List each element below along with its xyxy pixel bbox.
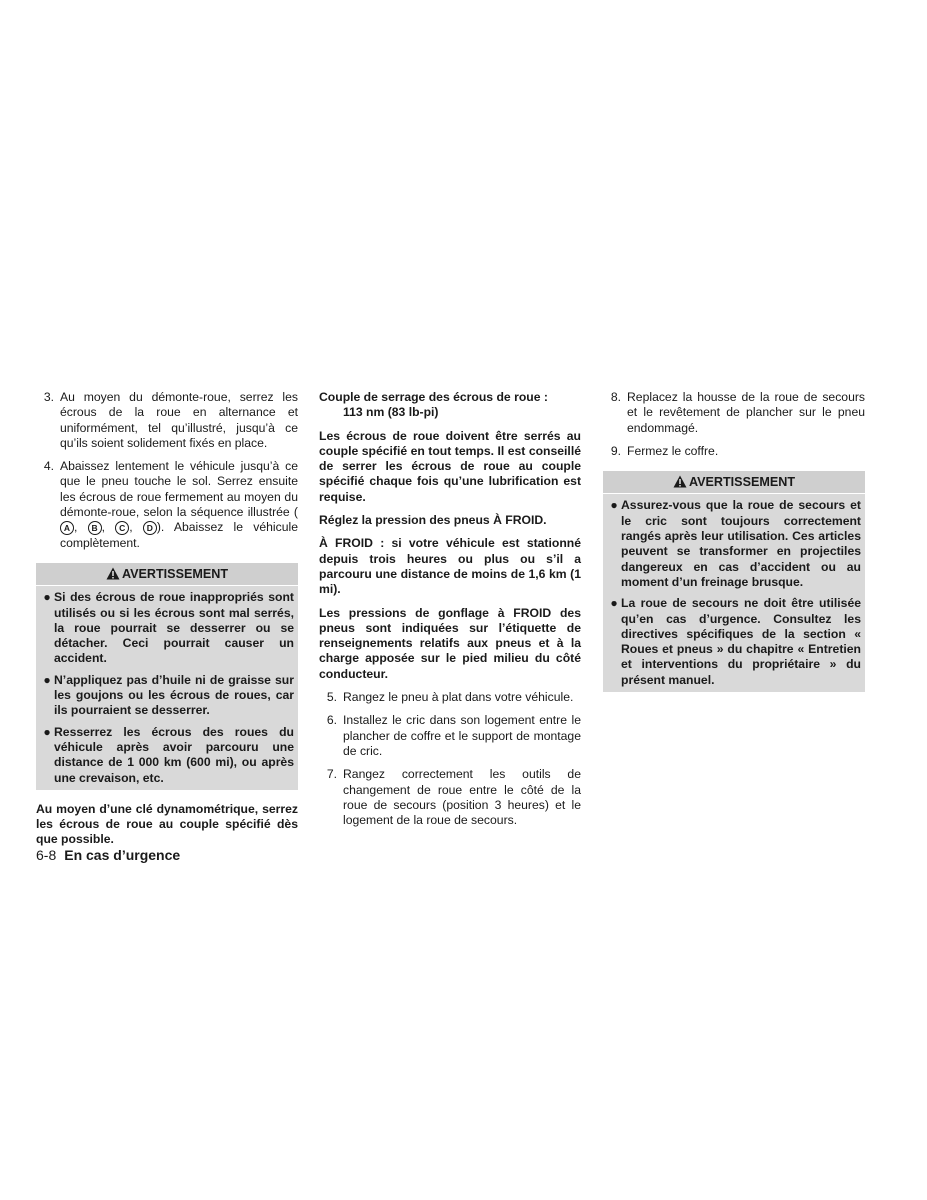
bullet-icon: ● [43,590,51,605]
paragraph-cold-definition: À FROID : si votre véhicule est stationné depuis trois heures ou plus ou s’il a parcouru une distance de moins de 1,6 km (1 mi). [319,536,581,597]
warning-item-text: N’appliquez pas d’huile ni de graisse sur les goujons ou les écrous de roues, car ils pourraient se desserrer. [54,672,294,718]
warning-box-right [603,471,865,692]
step-number: 6. [326,713,337,728]
step-4 [36,459,298,551]
warning-item [40,673,294,719]
warning-triangle-icon [106,567,120,580]
circled-letter-b: B [88,521,102,535]
step-5 [319,690,581,705]
warning-item-text: Si des écrous de roue inappropriés sont utilisés ou si les écrous sont mal serrés, la roue pourrait se desserrer ou se détacher. Ceci pourrait causer un accident. [54,590,294,666]
warning-item [607,596,861,688]
step-number: 3. [43,390,54,404]
bullet-icon: ● [43,672,51,687]
section-title: En cas d’urgence [64,847,181,863]
step-number: 5. [326,690,337,705]
step-text-part: Abaissez lentement le véhicule jusqu’à ce que le pneu touche le sol. Serrez ensuite les écrous de roue fermement au moyen du démonte-roue, selon la séquence illustrée ( [60,459,298,520]
page-footer [36,847,180,863]
warning-title: AVERTISSEMENT [121,566,229,581]
warning-triangle-icon [673,475,687,488]
step-text [60,459,298,551]
paragraph-pressure: Réglez la pression des pneus À FROID. [319,513,547,528]
column-right [603,390,865,704]
bullet-icon: ● [43,724,51,739]
warning-header [36,563,298,586]
step-8 [603,390,865,436]
warning-item [607,498,861,590]
step-text: Replacez la housse de la roue de secours et le revêtement de plancher sur le pneu endommagé. [627,390,865,435]
paragraph-torque: Les écrous de roue doivent être serrés au couple spécifié en tout temps. Il est conseillé de serrer les écrous de roue au couple spécifié chaque fois qu’une lubrification est requise. [319,428,581,504]
step-number: 8. [610,390,621,404]
column-left [36,390,298,856]
step-text-part: ). Abaissez le véhicule complètement. [60,520,298,550]
bullet-icon: ● [610,596,618,611]
step-7 [319,767,581,828]
torque-title: Couple de serrage des écrous de roue : [319,390,548,404]
closing-instruction: Au moyen d’une clé dynamométrique, serrez les écrous de roue au couple spécifié dès que possible. [36,801,298,847]
bullet-icon: ● [610,498,618,513]
warning-item-text: La roue de secours ne doit être utilisée qu’en cas d’urgence. Consultez les directives spécifiques de la section « Roues et pneus » du chapitre « Entretien et interventions du propriétaire » du présent manuel. [621,596,861,687]
circled-letter-c: C [115,521,129,535]
page-number: 6-8 [36,847,57,863]
step-text: Rangez le pneu à plat dans votre véhicule. [343,690,574,705]
separator: , [129,520,143,535]
step-text: Installez le cric dans son logement entre le plancher de coffre et le support de montage de cric. [343,713,581,758]
circled-letter-a: A [60,521,74,535]
separator: , [74,520,88,535]
step-3 [36,390,298,451]
separator: , [101,520,116,535]
warning-item [40,725,294,786]
paragraph-cold-pressure: Les pressions de gonflage à FROID des pneus sont indiquées sur l’étiquette de renseignements relatifs aux pneus et à la charge apposée sur le pied milieu du côté conducteur. [319,605,581,681]
step-9 [603,444,865,459]
step-text: Rangez correctement les outils de changement de roue entre le côté de la roue de secours (position 3 heures) et le logement de la roue de secours. [343,767,581,828]
torque-value: 113 nm (83 lb-pi) [343,405,439,420]
warning-header [603,471,865,494]
step-text: Au moyen du démonte-roue, serrez les écrous de la roue en alternance et uniformément, tel qu’illustré, jusqu’à ce qu’ils soient solidement fixés en place. [60,390,298,450]
warning-title: AVERTISSEMENT [688,475,796,490]
step-number: 9. [610,443,621,458]
step-6 [319,713,581,759]
step-number: 4. [43,459,54,474]
warning-box-left [36,563,298,790]
warning-item [40,590,294,666]
circled-letter-d: D [143,521,157,535]
step-text: Fermez le coffre. [627,443,719,458]
column-middle [319,390,581,836]
step-number: 7. [326,767,337,782]
warning-item-text: Assurez-vous que la roue de secours et le cric sont toujours correctement rangés après leur utilisation. Ces articles peuvent se transformer en projectiles dangereux en cas d’accident ou au moment d’un freinage brusque. [621,498,861,589]
warning-item-text: Resserrez les écrous des roues du véhicule après avoir parcouru une distance de 1 000 km (600 mi), ou après une crevaison, etc. [54,724,294,785]
